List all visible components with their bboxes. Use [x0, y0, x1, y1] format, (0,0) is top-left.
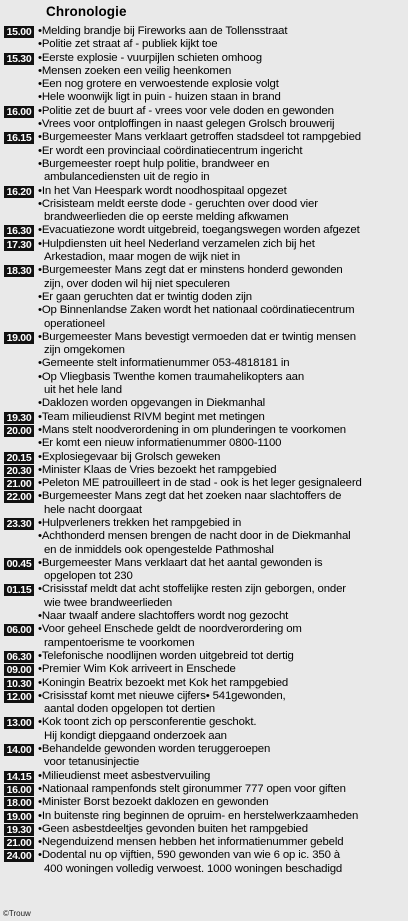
- time-badge: 18.30: [4, 265, 34, 277]
- time-badge: 16.00: [4, 106, 34, 118]
- event-text: 400 woningen volledig verwoest. 1000 woningen beschadigd: [44, 862, 343, 875]
- event-text: •Op Binnenlandse Zaken wordt het nationaal coördinatiecentrum: [38, 304, 355, 317]
- event-text: voor tetanusinjectie: [44, 756, 140, 769]
- time-badge: 14.15: [4, 771, 34, 783]
- event-text: •Koningin Beatrix bezoekt met Kok het rampgebied: [38, 676, 289, 689]
- event-item: [38, 411, 406, 424]
- event-list: [38, 238, 406, 265]
- timeline: [4, 25, 406, 876]
- event-text: •Daklozen worden opgevangen in Diekmanhal: [38, 397, 266, 410]
- event-text: •Behandelde gewonden worden teruggeroepen: [38, 743, 271, 756]
- event-item: [38, 198, 406, 225]
- event-item: [38, 650, 406, 663]
- timeline-entry: [4, 810, 406, 823]
- time-badge: 16.30: [4, 225, 34, 237]
- event-item: [38, 158, 406, 185]
- event-text: brandweerlieden die op eerste melding afkwamen: [44, 211, 289, 224]
- event-list: [38, 411, 406, 424]
- event-list: [38, 810, 406, 823]
- event-text: •In buitenste ring beginnen de opruim- en herstelwerkzaamheden: [38, 809, 359, 822]
- event-list: [38, 185, 406, 225]
- timeline-entry: [4, 238, 406, 265]
- timeline-entry: [4, 264, 406, 330]
- time-badge: 22.00: [4, 491, 34, 503]
- event-text: •Hele woonwijk ligt in puin - huizen staan in brand: [38, 91, 281, 104]
- event-text: •Nationaal rampenfonds stelt gironummer 777 open voor giften: [38, 782, 346, 795]
- event-text: •Achthonderd mensen brengen de nacht door in de Diekmanhal: [38, 530, 351, 543]
- event-text: •Politie zet de buurt af - vrees voor vele doden en gewonden: [38, 104, 334, 117]
- event-text: •Naar twaalf andere slachtoffers wordt nog gezocht: [38, 610, 289, 623]
- event-text: uit het hele land: [44, 384, 122, 397]
- time-badge: 18.00: [4, 797, 34, 809]
- time-badge: 19.00: [4, 332, 34, 344]
- time-badge: 09.00: [4, 664, 34, 676]
- timeline-entry: [4, 783, 406, 796]
- event-item: [38, 38, 406, 51]
- event-item: [38, 677, 406, 690]
- time-badge: 15.00: [4, 26, 34, 38]
- event-text: hele nacht doorgaat: [44, 503, 142, 516]
- event-item: [38, 238, 406, 265]
- event-item: [38, 25, 406, 38]
- event-item: [38, 91, 406, 104]
- event-list: [38, 105, 406, 132]
- time-badge: 19.30: [4, 824, 34, 836]
- event-item: [38, 810, 406, 823]
- event-list: [38, 623, 406, 650]
- event-text: •Burgemeester Mans verklaart getroffen stadsdeel tot rampgebied: [38, 131, 361, 144]
- time-badge: 01.15: [4, 584, 34, 596]
- event-item: [38, 65, 406, 78]
- event-list: [38, 677, 406, 690]
- event-text: •Negenduizend mensen hebben het informatienummer gebeld: [38, 836, 344, 849]
- event-text: aantal doden opgelopen tot dertien: [44, 703, 215, 716]
- timeline-entry: [4, 185, 406, 225]
- event-item: [38, 770, 406, 783]
- time-badge: 16.20: [4, 186, 34, 198]
- event-text: •Vrees voor ontploffingen in naast gelegen Grolsch brouwerij: [38, 118, 335, 131]
- event-text: •Op Vliegbasis Twenthe komen traumahelikopters aan: [38, 370, 305, 383]
- timeline-entry: [4, 25, 406, 52]
- timeline-entry: [4, 677, 406, 690]
- timeline-entry: [4, 796, 406, 809]
- timeline-entry: [4, 716, 406, 743]
- event-list: [38, 224, 406, 237]
- event-item: [38, 78, 406, 91]
- event-text: •Milieudienst meet asbestvervuiling: [38, 769, 211, 782]
- time-badge: 16.15: [4, 132, 34, 144]
- event-item: [38, 477, 406, 490]
- event-item: [38, 185, 406, 198]
- event-text: •Minister Borst bezoekt daklozen en gewonden: [38, 796, 269, 809]
- event-text: •Eerste explosie - vuurpijlen schieten omhoog: [38, 51, 262, 64]
- event-item: [38, 224, 406, 237]
- time-badge: 23.30: [4, 518, 34, 530]
- event-text: •Evacuatiezone wordt uitgebreid, toegangswegen worden afgezet: [38, 224, 360, 237]
- timeline-entry: [4, 331, 406, 411]
- event-text: •Team milieudienst RIVM begint met metingen: [38, 410, 265, 423]
- timeline-entry: [4, 517, 406, 557]
- event-text: •Crisisteam meldt eerste dode - geruchten over dood vier: [38, 197, 318, 210]
- event-text: •Een nog grotere en verwoestende explosie volgt: [38, 78, 279, 91]
- timeline-entry: [4, 663, 406, 676]
- time-badge: 20.15: [4, 452, 34, 464]
- event-text: •In het Van Heespark wordt noodhospitaal opgezet: [38, 184, 287, 197]
- time-badge: 19.30: [4, 412, 34, 424]
- event-text: •Mans stelt noodverordening in om plunderingen te voorkomen: [38, 423, 346, 436]
- event-item: [38, 304, 406, 331]
- event-text: •Crisisstaf komt met nieuwe cijfers• 541gewonden,: [38, 689, 286, 702]
- event-item: [38, 490, 406, 517]
- time-badge: 12.00: [4, 691, 34, 703]
- timeline-entry: [4, 650, 406, 663]
- event-list: [38, 517, 406, 557]
- event-list: [38, 477, 406, 490]
- event-item: [38, 530, 406, 557]
- event-text: •Kok toont zich op persconferentie geschokt.: [38, 716, 257, 729]
- event-text: opgelopen tot 230: [44, 570, 133, 583]
- event-item: [38, 517, 406, 530]
- event-list: [38, 836, 406, 849]
- event-text: •Mensen zoeken een veilig heenkomen: [38, 64, 232, 77]
- event-text: •Voor geheel Enschede geldt de noordverordering om: [38, 623, 302, 636]
- event-list: [38, 451, 406, 464]
- event-list: [38, 663, 406, 676]
- time-badge: 20.30: [4, 465, 34, 477]
- time-badge: 13.00: [4, 717, 34, 729]
- event-list: [38, 770, 406, 783]
- event-text: •Dodental nu op vijftien, 590 gewonden van wie 6 op ic. 350 à: [38, 849, 340, 862]
- page-title: Chronologie: [46, 4, 127, 19]
- event-item: [38, 371, 406, 398]
- time-badge: 06.00: [4, 624, 34, 636]
- event-text: zijn, over doden wil hij niet speculeren: [44, 277, 230, 290]
- event-list: [38, 25, 406, 52]
- time-badge: 20.00: [4, 425, 34, 437]
- event-text: en de inmiddels ook opengestelde Pathmoshal: [44, 543, 274, 556]
- event-item: [38, 743, 406, 770]
- event-item: [38, 52, 406, 65]
- time-badge: 10.30: [4, 678, 34, 690]
- event-text: •Peleton ME patrouilleert in de stad - ook is het leger gesignaleerd: [38, 477, 362, 490]
- timeline-entry: [4, 490, 406, 517]
- event-list: [38, 52, 406, 105]
- event-text: •Politie zet straat af - publiek kijkt toe: [38, 38, 218, 51]
- event-item: [38, 849, 406, 876]
- time-badge: 21.00: [4, 837, 34, 849]
- timeline-entry: [4, 464, 406, 477]
- event-text: ambulancediensten uit de regio in: [44, 171, 210, 184]
- event-text: rampentoerisme te voorkomen: [44, 636, 195, 649]
- credit: ©Trouw: [3, 909, 31, 918]
- event-list: [38, 849, 406, 876]
- event-text: •Explosiegevaar bij Grolsch geweken: [38, 450, 221, 463]
- event-item: [38, 823, 406, 836]
- event-item: [38, 105, 406, 118]
- event-item: [38, 118, 406, 131]
- time-badge: 00.45: [4, 558, 34, 570]
- event-item: [38, 783, 406, 796]
- event-text: •Premier Wim Kok arriveert in Enschede: [38, 663, 236, 676]
- time-badge: 24.00: [4, 850, 34, 862]
- event-list: [38, 650, 406, 663]
- event-item: [38, 424, 406, 437]
- event-text: •Crisisstaf meldt dat acht stoffelijke resten zijn geborgen, onder: [38, 583, 346, 596]
- event-list: [38, 743, 406, 770]
- time-badge: 14.00: [4, 744, 34, 756]
- event-list: [38, 796, 406, 809]
- time-badge: 19.00: [4, 811, 34, 823]
- event-list: [38, 716, 406, 743]
- timeline-entry: [4, 623, 406, 650]
- event-text: zijn omgekomen: [44, 344, 125, 357]
- time-badge: 16.00: [4, 784, 34, 796]
- timeline-entry: [4, 849, 406, 876]
- event-text: operationeel: [44, 317, 105, 330]
- event-item: [38, 557, 406, 584]
- timeline-entry: [4, 823, 406, 836]
- event-item: [38, 583, 406, 610]
- event-text: •Geen asbestdeeltjes gevonden buiten het rampgebied: [38, 822, 308, 835]
- event-text: •Er komt een nieuw informatienummer 0800-1100: [38, 437, 282, 450]
- time-badge: 15.30: [4, 53, 34, 65]
- event-list: [38, 583, 406, 623]
- event-item: [38, 291, 406, 304]
- event-text: •Melding brandje bij Fireworks aan de Tollensstraat: [38, 25, 288, 37]
- timeline-entry: [4, 836, 406, 849]
- event-text: Hij kondigt diepgaand onderzoek aan: [44, 729, 227, 742]
- event-text: •Hulpverleners trekken het rampgebied in: [38, 516, 242, 529]
- timeline-entry: [4, 690, 406, 717]
- event-text: Arkestadion, maar mogen de wijk niet in: [44, 251, 241, 264]
- timeline-entry: [4, 131, 406, 184]
- event-text: •Minister Klaas de Vries bezoekt het rampgebied: [38, 463, 277, 476]
- event-list: [38, 690, 406, 717]
- event-item: [38, 451, 406, 464]
- event-text: •Er gaan geruchten dat er twintig doden zijn: [38, 290, 252, 303]
- event-list: [38, 464, 406, 477]
- timeline-entry: [4, 557, 406, 584]
- event-text: •Burgemeester Mans verklaart dat het aantal gewonden is: [38, 556, 323, 569]
- event-item: [38, 464, 406, 477]
- timeline-entry: [4, 52, 406, 105]
- event-item: [38, 397, 406, 410]
- event-list: [38, 490, 406, 517]
- event-text: •Burgemeester Mans bevestigt vermoeden dat er twintig mensen: [38, 330, 356, 343]
- timeline-entry: [4, 105, 406, 132]
- event-list: [38, 264, 406, 330]
- event-text: •Burgemeester roept hulp politie, brandweer en: [38, 157, 270, 170]
- event-item: [38, 145, 406, 158]
- event-list: [38, 424, 406, 451]
- event-item: [38, 716, 406, 743]
- event-item: [38, 264, 406, 291]
- event-text: •Burgemeester Mans zegt dat het zoeken naar slachtoffers de: [38, 490, 342, 503]
- time-badge: 21.00: [4, 478, 34, 490]
- event-item: [38, 623, 406, 650]
- time-badge: 17.30: [4, 239, 34, 251]
- timeline-entry: [4, 477, 406, 490]
- event-item: [38, 131, 406, 144]
- event-text: •Gemeente stelt informatienummer 053-4818181 in: [38, 357, 290, 370]
- timeline-entry: [4, 424, 406, 451]
- event-item: [38, 437, 406, 450]
- event-item: [38, 357, 406, 370]
- event-text: •Telefonische noodlijnen worden uitgebreid tot dertig: [38, 649, 294, 662]
- event-text: •Burgemeester Mans zegt dat er minstens honderd gewonden: [38, 264, 343, 277]
- timeline-entry: [4, 411, 406, 424]
- timeline-entry: [4, 451, 406, 464]
- event-list: [38, 823, 406, 836]
- timeline-entry: [4, 583, 406, 623]
- event-item: [38, 331, 406, 358]
- event-item: [38, 836, 406, 849]
- timeline-entry: [4, 224, 406, 237]
- event-text: •Er wordt een provinciaal coördinatiecentrum ingericht: [38, 144, 303, 157]
- event-list: [38, 331, 406, 411]
- event-item: [38, 610, 406, 623]
- event-list: [38, 131, 406, 184]
- timeline-entry: [4, 770, 406, 783]
- time-badge: 06.30: [4, 651, 34, 663]
- event-item: [38, 690, 406, 717]
- event-list: [38, 783, 406, 796]
- timeline-entry: [4, 743, 406, 770]
- event-text: wie twee brandweerlieden: [44, 596, 173, 609]
- event-item: [38, 663, 406, 676]
- event-item: [38, 796, 406, 809]
- event-list: [38, 557, 406, 584]
- event-text: •Hulpdiensten uit heel Nederland verzamelen zich bij het: [38, 237, 315, 250]
